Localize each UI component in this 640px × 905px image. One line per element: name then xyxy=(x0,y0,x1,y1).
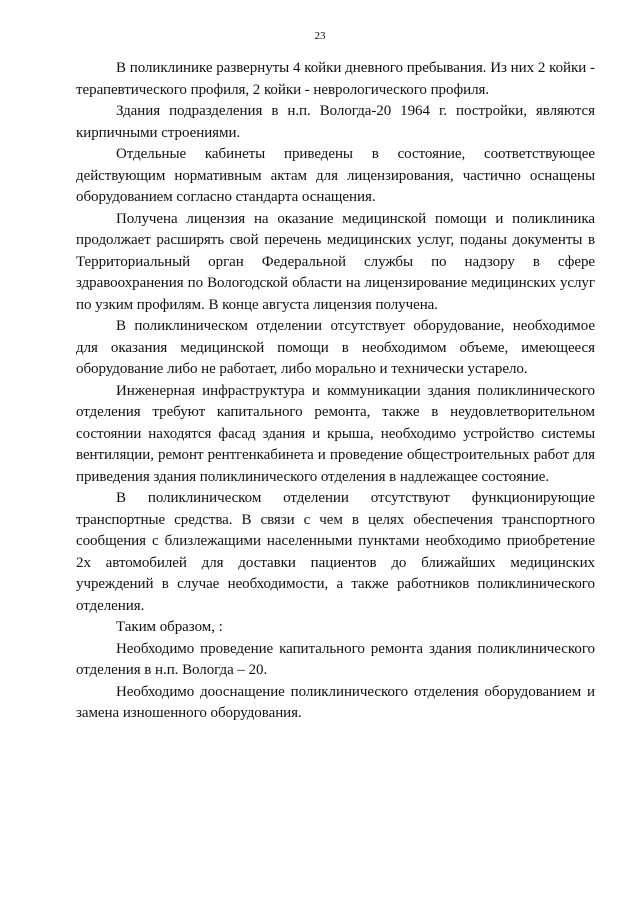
paragraph-day-beds: В поликлинике развернуты 4 койки дневного пребывания. Из них 2 койки - терапевтического профиля, 2 койки - неврологического профиля. xyxy=(76,60,595,98)
paragraph-equipment: В поликлиническом отделении отсутствует оборудование, необходимое для оказания медицинской помощи в необходимом объеме, имеющееся оборудование либо не работает, либо морально и технически устарело. xyxy=(76,318,595,377)
paragraph-license: Получена лицензия на оказание медицинской помощи и поликлиника продолжает расширять свой перечень медицинских услуг, поданы документы в Территориальный орган Федеральной службы по надзору в сфере здравоохранения по Вологодской области на лицензирование медицинских услуг по узким профилям. В конце августа лицензия получена. xyxy=(76,210,595,313)
paragraph-conclusion-equipment: Необходимо дооснащение поликлинического отделения оборудованием и замена изношенного оборудования. xyxy=(76,683,595,721)
paragraph-cabinets: Отдельные кабинеты приведены в состояние, соответствующее действующим нормативным актам для лицензирования, частично оснащены оборудованием согласно стандарта оснащения. xyxy=(76,146,595,205)
paragraph-infrastructure: Инженерная инфраструктура и коммуникации здания поликлинического отделения требуют капитального ремонта, также в неудовлетворительном состоянии находятся фасад здания и крыша, необходимо устройство системы вентиляции, ремонт рентгенкабинета и проведение общестроительных работ для приведения здания поликлинического отделения в надлежащее состояние. xyxy=(76,382,595,485)
paragraph-buildings: Здания подразделения в н.п. Вологда-20 1964 г. постройки, являются кирпичными строениями. xyxy=(76,103,595,141)
page-number: 23 xyxy=(314,30,326,42)
document-body xyxy=(76,58,595,725)
paragraph-conclusion-repair: Необходимо проведение капитального ремонта здания поликлинического отделения в н.п. Вологда – 20. xyxy=(76,640,595,678)
paragraph-conclusion-intro: Таким образом, : xyxy=(116,619,223,635)
paragraph-transport: В поликлиническом отделении отсутствуют функционирующие транспортные средства. В связи с чем в целях обеспечения транспортного сообщения с близлежащими населенными пунктами необходимо приобретение 2х автомобилей для доставки пациентов до ближайших медицинских учреждений в случае необходимости, а также работников поликлинического отделения. xyxy=(76,490,595,614)
